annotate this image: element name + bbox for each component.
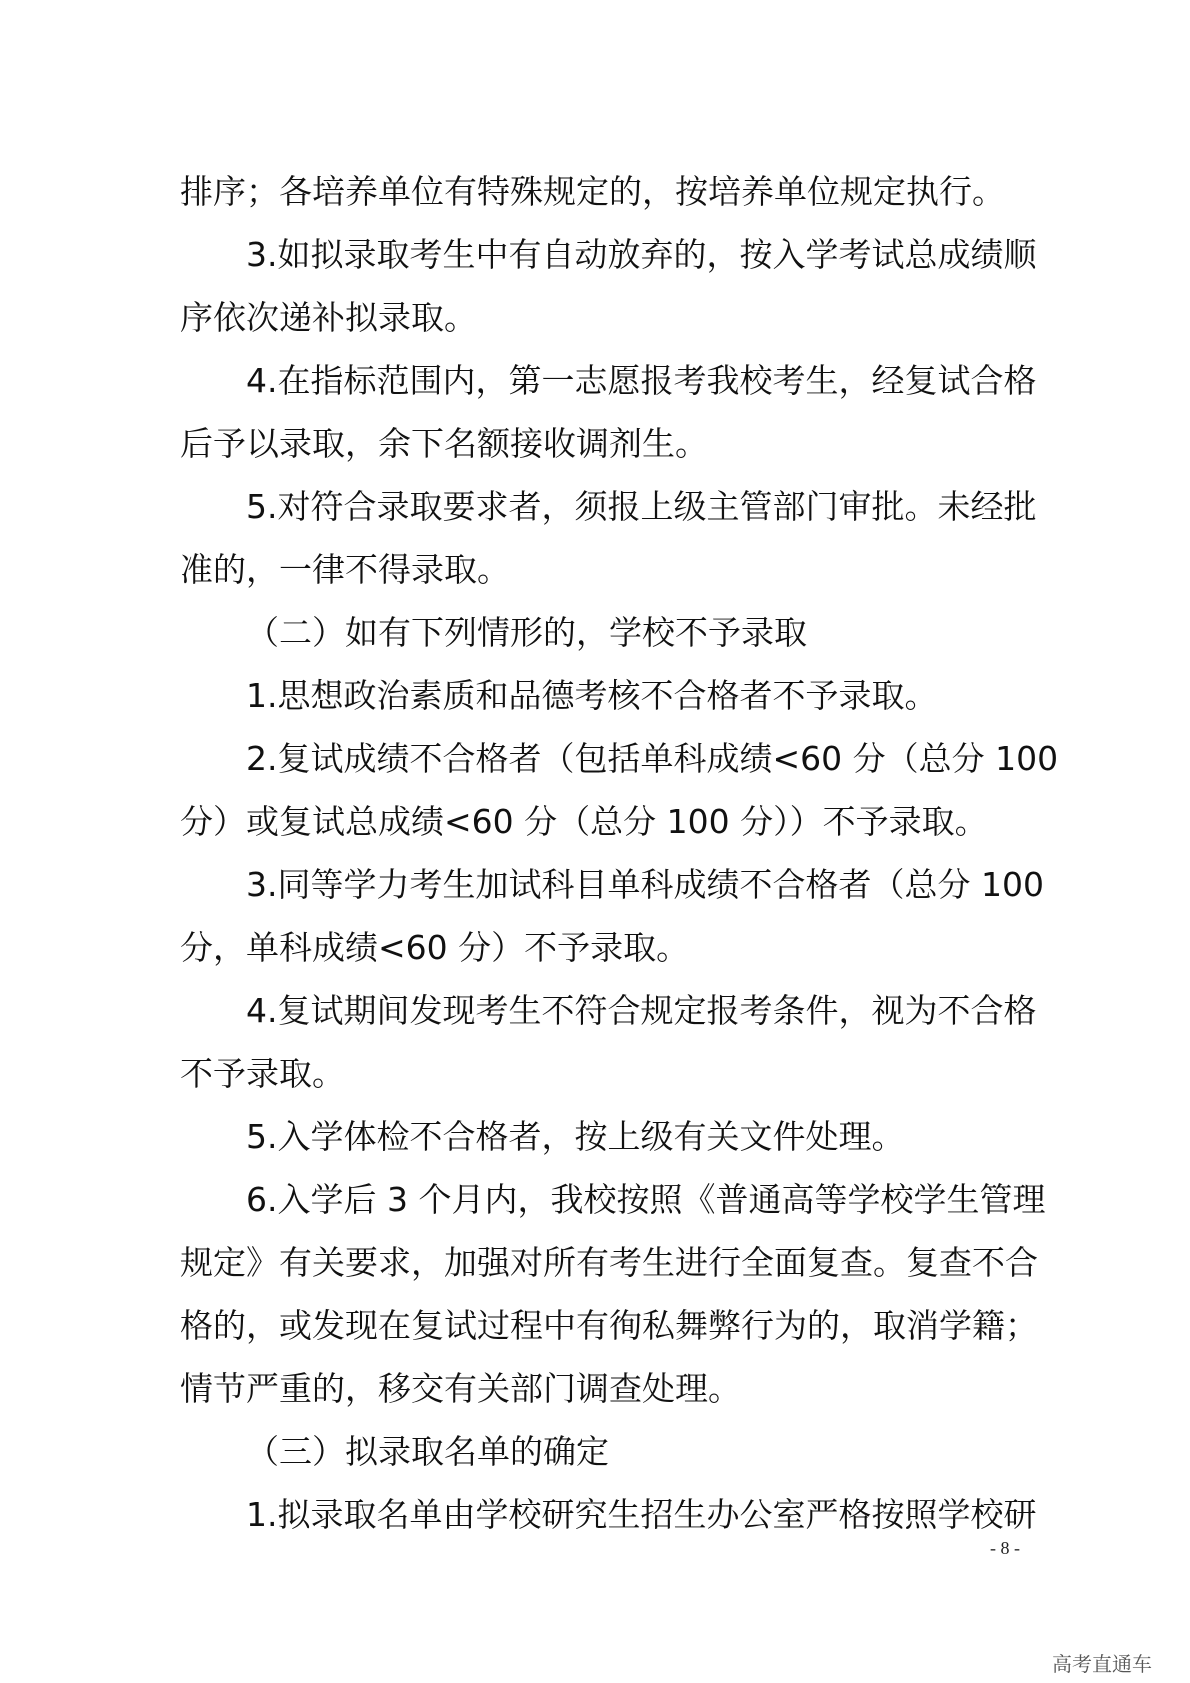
text-line: 不予录取。	[180, 1054, 345, 1093]
text-line: 规定》有关要求，加强对所有考生进行全面复查。复查不合	[180, 1243, 1038, 1282]
text-line: 5.对符合录取要求者，须报上级主管部门审批。未经批	[246, 487, 1037, 526]
text-line: 准的，一律不得录取。	[180, 550, 510, 589]
text-line: 分）或复试总成绩<60 分（总分 100 分））不予录取。	[180, 802, 988, 841]
text-line: 后予以录取，余下名额接收调剂生。	[180, 424, 708, 463]
text-line: 2.复试成绩不合格者（包括单科成绩<60 分（总分 100	[246, 739, 1059, 778]
text-line: 3.如拟录取考生中有自动放弃的，按入学考试总成绩顺	[246, 235, 1037, 274]
text-line: 1.思想政治素质和品德考核不合格者不予录取。	[246, 676, 938, 715]
text-line: 5.入学体检不合格者，按上级有关文件处理。	[246, 1117, 905, 1156]
text-line: 格的，或发现在复试过程中有徇私舞弊行为的，取消学籍；	[180, 1306, 1038, 1345]
section-heading: （三）拟录取名单的确定	[246, 1432, 609, 1471]
text-line: 6.入学后 3 个月内，我校按照《普通高等学校学生管理	[246, 1180, 1046, 1219]
section-heading: （二）如有下列情形的，学校不予录取	[246, 613, 807, 652]
text-line: 3.同等学力考生加试科目单科成绩不合格者（总分 100	[246, 865, 1044, 904]
text-line: 分，单科成绩<60 分）不予录取。	[180, 928, 690, 967]
text-line: 情节严重的，移交有关部门调查处理。	[180, 1369, 741, 1408]
text-line: 排序；各培养单位有特殊规定的，按培养单位规定执行。	[180, 172, 1005, 211]
document-body	[180, 160, 1059, 1546]
page-number: - 8 -	[990, 1538, 1020, 1558]
watermark-text: 高考直通车	[1052, 1652, 1152, 1676]
text-line: 4.在指标范围内，第一志愿报考我校考生，经复试合格	[246, 361, 1037, 400]
text-line: 4.复试期间发现考生不符合规定报考条件，视为不合格	[246, 991, 1037, 1030]
text-line: 序依次递补拟录取。	[180, 298, 477, 337]
text-line: 1.拟录取名单由学校研究生招生办公室严格按照学校研	[246, 1495, 1037, 1534]
